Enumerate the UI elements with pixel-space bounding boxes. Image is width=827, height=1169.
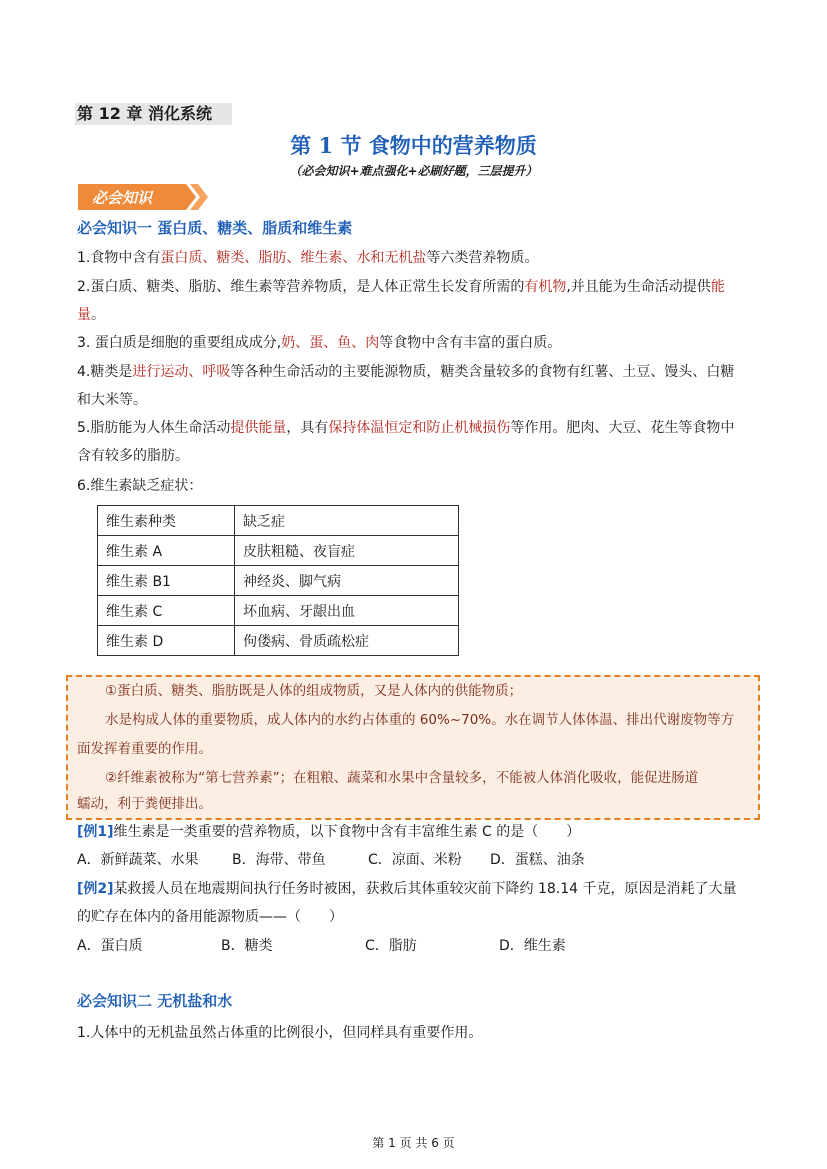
page-footer: 第 1 页 共 6 页 (372, 1136, 455, 1150)
example-2-options: A．蛋白质 B．糖类 C．脂肪 D．维生素 (77, 938, 566, 954)
section1-heading: 必会知识一 蛋白质、糖类、脂质和维生素 (77, 219, 353, 237)
badge-label: 必会知识 (92, 189, 153, 207)
vitamin-table (97, 505, 459, 656)
note-line: ①蛋白质、糖类、脂肪既是人体的组成物质，又是人体内的供能物质； (105, 683, 523, 699)
example-1: [例1]维生素是一类重要的营养物质，以下食物中含有丰富维生素 C 的是（ ） (77, 824, 581, 840)
example-1-options: A．新鲜蔬菜、水果 B．海带、带鱼 C．凉面、米粉 D．蛋糕、油条 (77, 852, 585, 868)
paragraph-5: 5.脂肪能为人体生命活动提供能量，具有保持体温恒定和防止机械损伤等作用。肥肉、大豆、花生等食物中 含有较多的脂肪。 (77, 420, 735, 464)
example-2: [例2]某救援人员在地震期间执行任务时被困，获救后其体重较灾前下降约 18.14 千克，原因是消耗了大量 的贮存在体内的备用能源物质——（ ） (77, 881, 737, 925)
note-line: 面发挥着重要的作用。 (77, 741, 212, 757)
note-line: 水是构成人体的重要物质，成人体内的水约占体重的 60%~70%。水在调节人体体温、排出代谢废物等方 (105, 712, 735, 728)
table-row: 维生素 D 佝偻病、骨质疏松症 (98, 626, 459, 656)
section2-heading: 必会知识二 无机盐和水 (77, 992, 233, 1010)
chapter-label: 第 12 章 消化系统 (75, 103, 232, 125)
paragraph-6: 6.维生素缺乏症状： (77, 478, 203, 494)
note-line: 蠕动，利于粪便排出。 (77, 796, 212, 812)
paragraph-3: 3. 蛋白质是细胞的重要组成成分,奶、蛋、鱼、肉等食物中含有丰富的蛋白质。 (77, 335, 562, 351)
section-badge (78, 184, 212, 210)
page-title: 第 1 节 食物中的营养物质 (290, 133, 537, 158)
paragraph-1: 1.食物中含有蛋白质、糖类、脂肪、维生素、水和无机盐等六类营养物质。 (77, 250, 539, 266)
page-subtitle: （必会知识+难点强化+必刷好题，三层提升） (289, 164, 538, 178)
table-row: 维生素 C 坏血病、牙龈出血 (98, 596, 459, 626)
table-row: 维生素种类 缺乏症 (98, 506, 459, 536)
paragraph-4: 4.糖类是进行运动、呼吸等各种生命活动的主要能源物质，糖类含量较多的食物有红薯、土豆、馒头、白糖 和大米等。 (77, 364, 735, 408)
table-row: 维生素 A 皮肤粗糙、夜盲症 (98, 536, 459, 566)
paragraph-2: 2.蛋白质、糖类、脂肪、维生素等营养物质，是人体正常生长发育所需的有机物,并且能为生命活动提供能 量。 (77, 279, 725, 323)
section2-paragraph: 1.人体中的无机盐虽然占体重的比例很小，但同样具有重要作用。 (77, 1025, 483, 1041)
note-line: ②纤维素被称为“第七营养素”；在粗粮、蔬菜和水果中含量较多，不能被人体消化吸收，能促进肠道 (105, 770, 699, 786)
table-row: 维生素 B1 神经炎、脚气病 (98, 566, 459, 596)
